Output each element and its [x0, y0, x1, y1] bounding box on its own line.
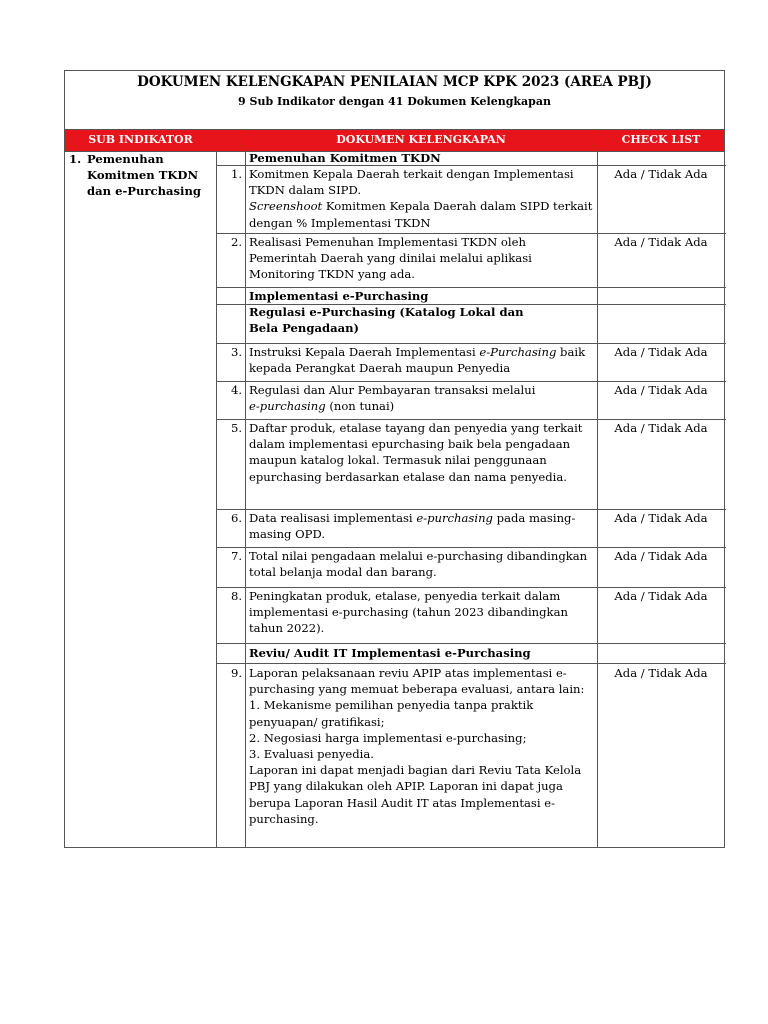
checklist-cell: Ada / Tidak Ada: [614, 345, 708, 359]
item-text-part: baik kepada Perangkat Daerah maupun Penyedia: [249, 345, 586, 376]
item-text-italic: e-Purchasing: [479, 345, 557, 359]
col-divider: [216, 151, 217, 847]
checklist-cell: Ada / Tidak Ada: [614, 421, 708, 435]
item-text-italic: Screenshoot: [249, 199, 323, 214]
item-text-part: (non tunai): [325, 399, 395, 414]
item-text-part: Data realisasi implementasi: [249, 511, 417, 525]
checklist-cell: Ada / Tidak Ada: [614, 666, 708, 680]
item-text: [249, 510, 594, 542]
item-text-part: Komitmen Kepala Daerah terkait dengan Implementasi TKDN dalam SIPD.: [249, 167, 574, 198]
item-number: 2.: [230, 235, 242, 249]
section-heading: Reviu/ Audit IT Implementasi e-Purchasing: [249, 646, 531, 660]
item-text: [249, 665, 594, 827]
item-number: 4.: [230, 383, 242, 397]
item-number: 6.: [230, 511, 242, 525]
item-text-part: pada masing-masing OPD.: [249, 511, 576, 542]
checklist-cell: Ada / Tidak Ada: [614, 167, 708, 181]
section-heading: Pemenuhan Komitmen TKDN: [249, 151, 441, 165]
item-text-part: Regulasi dan Alur Pembayaran transaksi melalui: [249, 383, 536, 397]
section-heading: Regulasi e-Purchasing (Katalog Lokal dan Bela Pengadaan): [249, 305, 524, 336]
item-number: 1.: [230, 167, 242, 181]
section-heading: Implementasi e-Purchasing: [249, 289, 429, 303]
header-sub-indikator: SUB INDIKATOR: [88, 133, 193, 146]
checklist-cell: Ada / Tidak Ada: [614, 511, 708, 525]
item-text: Realisasi Pemenuhan Implementasi TKDN oleh Pemerintah Daerah yang dinilai melalui aplikasi Monitoring TKDN yang ada.: [249, 235, 532, 282]
checklist-cell: Ada / Tidak Ada: [614, 383, 708, 397]
document-subtitle: 9 Sub Indikator dengan 41 Dokumen Kelengkapan: [238, 95, 551, 108]
row-divider: [216, 663, 726, 664]
item-text: Peningkatan produk, etalase, penyedia terkait dalam implementasi e-purchasing (tahun 2023 dibandingkan tahun 2022).: [249, 589, 568, 636]
col-divider: [245, 129, 246, 847]
document-table: [64, 70, 725, 848]
item-text-part: Komitmen Kepala Daerah dalam SIPD terkait dengan % Implementasi TKDN: [249, 199, 593, 230]
item-text: [249, 382, 549, 414]
row-divider: [65, 129, 724, 130]
checklist-cell: Ada / Tidak Ada: [614, 589, 708, 603]
checklist-cell: Ada / Tidak Ada: [614, 549, 708, 563]
item-text: [249, 344, 594, 376]
table-header: [65, 129, 724, 151]
item-text-line: Laporan pelaksanaan reviu APIP atas implementasi e-purchasing yang memuat beberapa evaluasi, antara lain:: [249, 666, 585, 697]
item-number: 8.: [230, 589, 242, 603]
header-check-list: CHECK LIST: [621, 133, 701, 146]
checklist-cell: Ada / Tidak Ada: [614, 235, 708, 249]
item-text-italic: e-purchasing: [249, 399, 326, 414]
item-text-part: Instruksi Kepala Daerah Implementasi: [249, 345, 480, 359]
item-number: 7.: [230, 549, 242, 563]
row-divider: [216, 643, 726, 644]
item-text-italic: e-purchasing: [416, 511, 493, 525]
item-text: [249, 166, 594, 231]
sub-indicator-label: Pemenuhan Komitmen TKDN dan e-Purchasing: [87, 152, 201, 199]
header-dokumen-kelengkapan: DOKUMEN KELENGKAPAN: [336, 133, 506, 146]
item-text-line: 3. Evaluasi penyedia.: [249, 747, 374, 762]
item-number: 3.: [230, 345, 242, 359]
item-text: Total nilai pengadaan melalui e-purchasing dibandingkan total belanja modal dan barang.: [249, 549, 588, 580]
item-text-line: 2. Negosiasi harga implementasi e-purchasing;: [249, 730, 527, 745]
item-number: 5.: [230, 421, 242, 435]
document-title: DOKUMEN KELENGKAPAN PENILAIAN MCP KPK 2023 (AREA PBJ): [137, 74, 652, 90]
item-number: 9.: [230, 666, 242, 680]
item-text-line: Laporan ini dapat menjadi bagian dari Reviu Tata Kelola PBJ yang dilakukan oleh APIP. Laporan ini dapat juga berupa Laporan Hasil Audit IT atas Implementasi e-purchasing.: [249, 763, 582, 826]
sub-indicator-number: 1.: [69, 152, 82, 166]
item-text-line: 1. Mekanisme pemilihan penyedia tanpa praktik penyuapan/ gratifikasi;: [249, 698, 534, 729]
item-text: Daftar produk, etalase tayang dan penyedia yang terkait dalam implementasi epurchasing baik bela pengadaan maupun katalog lokal. Termasuk nilai penggunaan epurchasing berdasarkan etalase dan nama penyedia.: [249, 421, 583, 484]
